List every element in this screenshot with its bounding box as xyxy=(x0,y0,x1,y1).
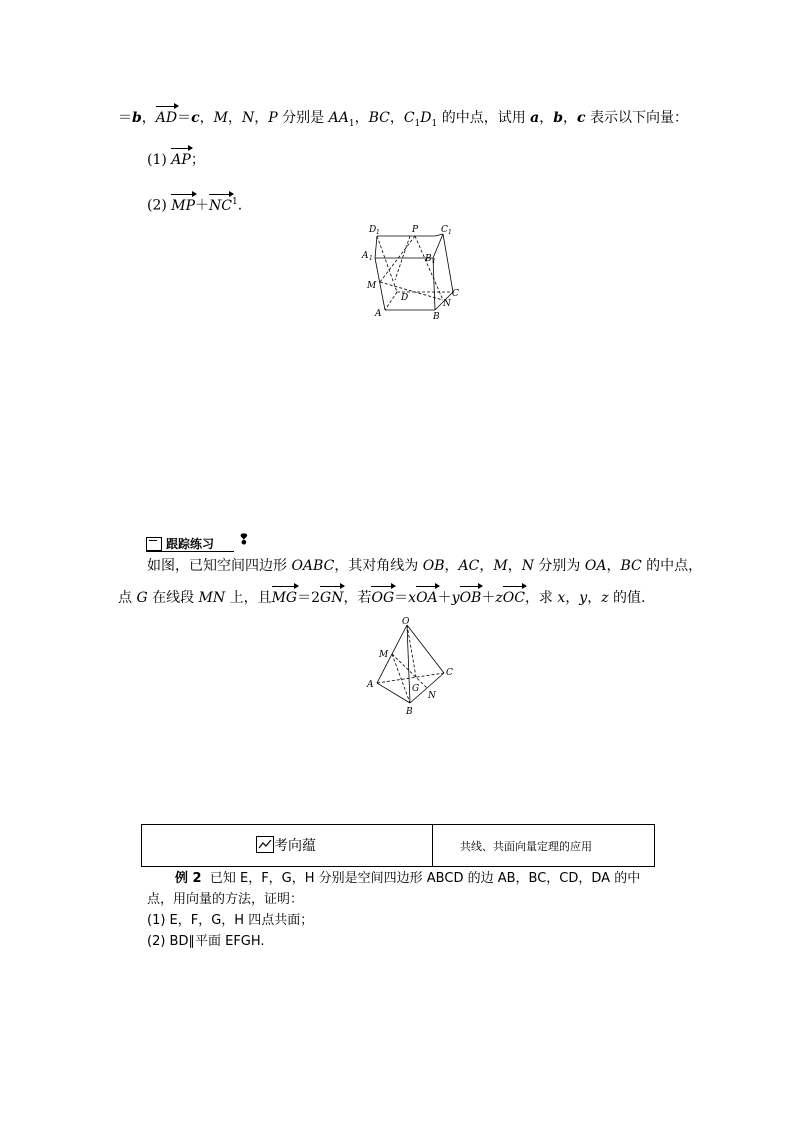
example-line-1 xyxy=(175,869,640,889)
text: ＝2 xyxy=(297,590,321,606)
text: . xyxy=(237,197,243,214)
text: ，求 xyxy=(524,590,558,606)
subscript: 1 xyxy=(431,118,438,129)
table-left-label: 考向蕴 xyxy=(274,838,316,854)
label-n: N xyxy=(443,299,451,309)
text: b xyxy=(553,110,564,126)
problem-statement-line xyxy=(118,108,688,134)
text: N xyxy=(521,558,534,574)
text: x xyxy=(557,590,566,606)
question-1 xyxy=(147,150,205,170)
text: ＝ xyxy=(177,110,192,126)
text: ， xyxy=(539,110,554,126)
label-b1-sub: 1 xyxy=(432,258,436,265)
text: 如图，已知空间四边形 xyxy=(147,558,292,574)
text: AA xyxy=(328,110,349,126)
text: ， xyxy=(444,558,459,574)
text: b xyxy=(132,110,142,126)
text: z xyxy=(601,590,609,606)
text: G xyxy=(136,590,148,606)
header-underline xyxy=(146,551,234,552)
text: c xyxy=(577,110,586,126)
text: ，其对角线为 xyxy=(334,558,423,574)
label-d: D xyxy=(401,293,409,303)
label-a: A xyxy=(375,309,382,319)
vector-nc1: NC xyxy=(209,197,233,214)
text: C xyxy=(403,110,415,126)
text: ； xyxy=(190,152,205,168)
text: 点 xyxy=(118,590,137,606)
text: 的中点， xyxy=(641,558,703,574)
vector-oa: OA xyxy=(416,590,438,606)
text: AC xyxy=(458,558,480,574)
label-p: P xyxy=(412,225,419,235)
text: M xyxy=(213,110,229,126)
label-a1: A xyxy=(362,251,369,261)
practice-line-1 xyxy=(147,556,702,576)
text: a xyxy=(530,110,540,126)
text: ， xyxy=(565,590,580,606)
text: 的值. xyxy=(608,590,646,606)
label-b1: B xyxy=(425,254,432,264)
label-m: M xyxy=(367,281,377,291)
text: ， xyxy=(389,110,404,126)
text: OA xyxy=(584,558,607,574)
label-n: N xyxy=(428,691,436,701)
text: OABC xyxy=(291,558,335,574)
text: 已知 E，F，G，H 分别是空间四边形 ABCD 的边 AB，BC，CD，DA 的中 xyxy=(209,871,641,886)
notebook-icon-line xyxy=(149,540,157,541)
text: (2) xyxy=(147,197,172,214)
text: BC xyxy=(368,110,390,126)
label-a: A xyxy=(367,680,374,690)
subscript: 1 xyxy=(348,118,355,129)
text: ， xyxy=(228,110,243,126)
text: 分别为 xyxy=(533,558,585,574)
text: ， xyxy=(479,558,494,574)
vector-ad: AD xyxy=(155,110,178,126)
vector-og: OG xyxy=(371,590,395,606)
text: 表示以下向量： xyxy=(585,110,689,126)
vector-ap: AP xyxy=(171,152,191,168)
text: ， xyxy=(141,110,156,126)
example-question-1: (1) E，F，G，H 四点共面； xyxy=(147,913,314,928)
text: MN xyxy=(198,590,226,606)
vector-mg: MG xyxy=(271,590,298,606)
text: ＋ xyxy=(195,197,210,214)
table-right-label: 共线、共面向量定理的应用 xyxy=(460,840,592,853)
text: ， xyxy=(587,590,602,606)
text: 的中点，试用 xyxy=(437,110,531,126)
text: ， xyxy=(606,558,621,574)
text: 分别是 xyxy=(277,110,329,126)
text: ＋ xyxy=(437,590,452,606)
example-line-2: 点，用向量的方法，证明： xyxy=(147,892,304,907)
text: D xyxy=(420,110,432,126)
subscript: 1 xyxy=(414,118,421,129)
trend-icon-line xyxy=(258,838,272,850)
example-question-2: (2) BD∥平面 EFGH. xyxy=(147,934,265,949)
text: BC xyxy=(620,558,642,574)
vector-oc: OC xyxy=(502,590,525,606)
text: 在线段 xyxy=(147,590,199,606)
text: ， xyxy=(354,110,369,126)
text: ， xyxy=(507,558,522,574)
question-2 xyxy=(147,192,242,216)
text: ， xyxy=(254,110,269,126)
label-o: O xyxy=(402,617,410,627)
text: 上，且 xyxy=(225,590,272,606)
text: ＋ xyxy=(481,590,496,606)
text: P xyxy=(268,110,278,126)
label-d1-sub: 1 xyxy=(376,229,380,236)
label-g: G xyxy=(412,684,420,694)
text: z xyxy=(495,590,503,606)
text: ，若 xyxy=(343,590,372,606)
text: M xyxy=(493,558,508,574)
label-c: C xyxy=(452,289,459,299)
text: ， xyxy=(199,110,214,126)
text: x xyxy=(408,590,417,606)
text: y xyxy=(451,590,460,606)
vector-mp: MP xyxy=(171,197,196,214)
practice-header-label: 跟踪练习 xyxy=(166,537,215,551)
text: (1) xyxy=(147,152,172,168)
text: N xyxy=(242,110,255,126)
superscript: 1 xyxy=(232,197,238,207)
label-m: M xyxy=(379,650,389,660)
text: ＝ xyxy=(118,110,132,126)
vector-ob: OB xyxy=(459,590,482,606)
text: ＝ xyxy=(394,590,409,606)
vector-gn: GN xyxy=(320,590,344,606)
footprint-icon: ❢ xyxy=(238,532,250,548)
text: ， xyxy=(563,110,578,126)
label-c1-sub: 1 xyxy=(448,229,452,236)
label-c1: C xyxy=(441,225,448,235)
table-divider xyxy=(432,825,433,866)
text: OB xyxy=(422,558,445,574)
text: c xyxy=(191,110,200,126)
label-b: B xyxy=(433,312,440,322)
text: y xyxy=(579,590,588,606)
label-a1-sub: 1 xyxy=(369,255,373,262)
tetrahedron-figure xyxy=(362,615,462,720)
label-c: C xyxy=(446,668,453,678)
prism-figure xyxy=(355,220,470,325)
practice-line-2 xyxy=(118,588,646,608)
topic-table xyxy=(141,824,655,867)
label-b: B xyxy=(406,707,413,717)
example-label: 例 2 xyxy=(175,871,202,886)
label-d1: D xyxy=(369,225,377,235)
